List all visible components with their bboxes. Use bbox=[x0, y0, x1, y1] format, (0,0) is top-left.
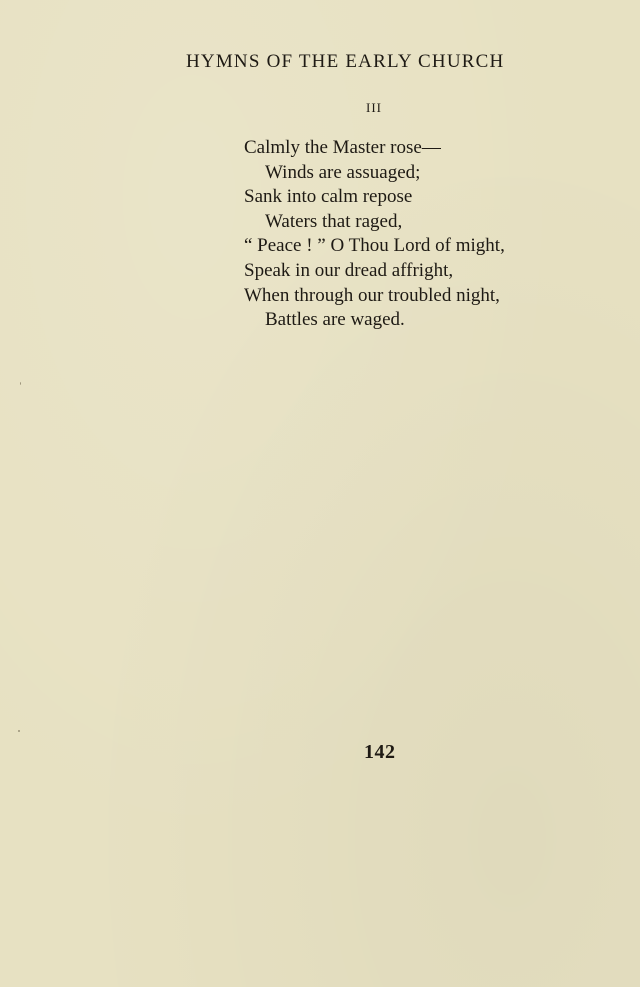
poem-line: “ Peace ! ” O Thou Lord of might, bbox=[244, 235, 505, 257]
poem-line: When through our troubled night, bbox=[244, 284, 500, 306]
poem-line: Winds are assuaged; bbox=[265, 161, 421, 183]
poem-line: Sank into calm repose bbox=[244, 186, 413, 208]
poem-line: Speak in our dread affright, bbox=[244, 259, 454, 281]
poem-line: Battles are waged. bbox=[265, 309, 405, 331]
running-title: HYMNS OF THE EARLY CHURCH bbox=[186, 51, 505, 72]
paper-speck bbox=[20, 382, 21, 385]
paper-speck bbox=[18, 730, 20, 732]
poem-stanza bbox=[244, 136, 505, 333]
section-number: III bbox=[366, 100, 382, 115]
page-number: 142 bbox=[364, 741, 396, 763]
poem-line: Waters that raged, bbox=[265, 210, 403, 232]
poem-line: Calmly the Master rose— bbox=[244, 137, 441, 158]
